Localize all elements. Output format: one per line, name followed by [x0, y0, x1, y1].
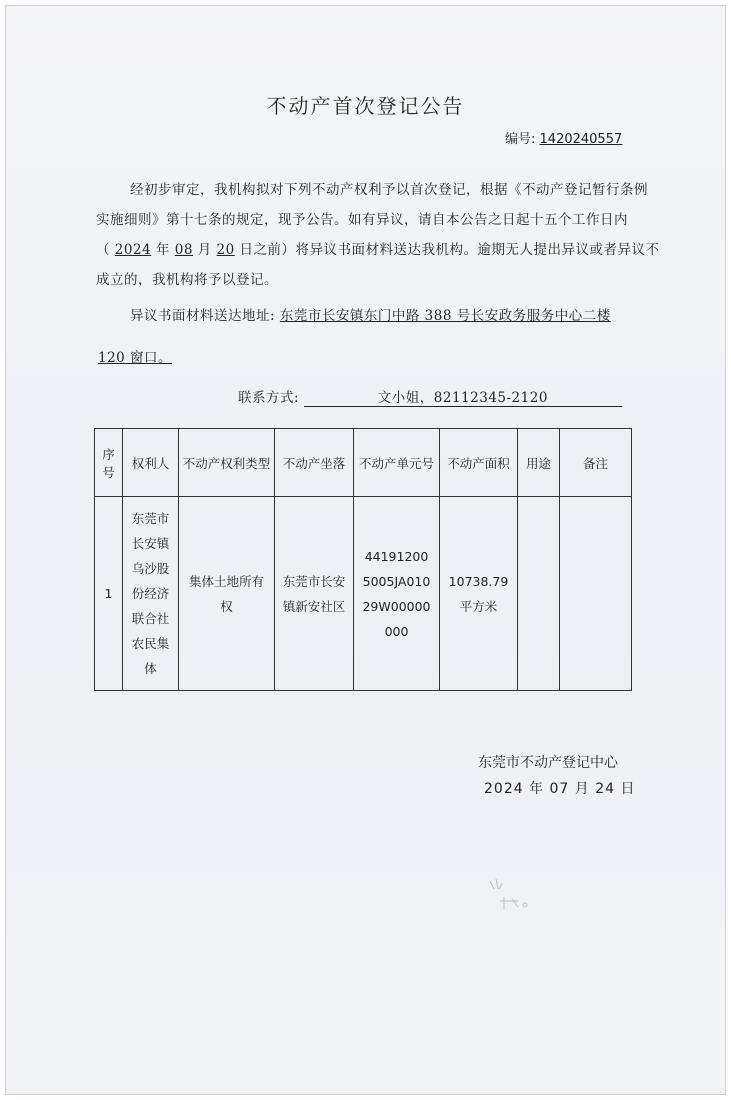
address-row	[130, 304, 611, 324]
issuing-organization: 东莞市不动产登记中心	[478, 755, 618, 771]
serial-number	[505, 128, 622, 147]
serial-value: 1420240557	[539, 132, 623, 147]
deadline-month: 08	[174, 242, 193, 258]
header-usage: 用途	[518, 429, 560, 497]
contact-label: 联系方式:	[238, 390, 300, 406]
contact-value: 文小姐，82112345-2120	[304, 386, 622, 407]
header-right-type: 不动产权利类型	[179, 429, 275, 497]
cell-seq: 1	[95, 497, 123, 691]
page-title: 不动产首次登记公告	[266, 94, 465, 118]
cell-usage	[518, 497, 560, 691]
body-line-1: 经初步审定，我机构拟对下列不动产权利予以首次登记，根据《不动产登记暂行条例	[130, 182, 648, 198]
cell-owner-text: 东莞市长安镇乌沙股份经济联合社农民集体	[131, 511, 170, 676]
table-header-row	[95, 429, 632, 497]
body-line-3-post: 日之前）将异议书面材料送达我机构。逾期无人提出异议或者异议不	[234, 242, 660, 258]
cell-remarks	[560, 497, 632, 691]
cell-area-text: 10738.79平方米	[448, 573, 509, 614]
contact-row	[238, 386, 622, 407]
header-unit-number: 不动产单元号	[354, 429, 440, 497]
cell-right-type-text: 集体土地所有权	[188, 573, 264, 614]
cell-unit-number-text: 441912005005JA01029W00000000	[362, 548, 431, 639]
cell-right-type	[179, 497, 275, 691]
table-row	[95, 497, 632, 691]
header-remarks: 备注	[560, 429, 632, 497]
year-label: 年	[151, 242, 175, 258]
header-seq: 序号	[95, 429, 123, 497]
body-line-3-pre: （	[96, 242, 115, 258]
body-line-4: 成立的，我机构将予以登记。	[96, 272, 278, 288]
header-area: 不动产面积	[440, 429, 518, 497]
address-value-2	[98, 346, 172, 366]
address-value-1: 东莞市长安镇东门中路 388 号长安政务服务中心二楼	[279, 308, 611, 324]
cell-area	[440, 497, 518, 691]
serial-label: 编号:	[505, 132, 536, 147]
cell-location	[275, 497, 354, 691]
header-location: 不动产坐落	[275, 429, 354, 497]
cell-location-text: 东莞市长安镇新安社区	[282, 573, 346, 614]
cell-unit-number	[354, 497, 440, 691]
body-line-3	[96, 238, 660, 258]
registration-table	[94, 428, 632, 691]
faint-stamp-mark	[480, 875, 540, 915]
cell-owner	[123, 497, 179, 691]
address-value-2-text: 120 窗口。	[98, 350, 173, 366]
address-label: 异议书面材料送达地址:	[130, 308, 276, 324]
issue-date: 2024 年 07 月 24 日	[484, 781, 636, 797]
deadline-day: 20	[216, 242, 235, 258]
header-owner: 权利人	[123, 429, 179, 497]
body-line-2: 实施细则》第十七条的规定，现予公告。如有异议，请自本公告之日起十五个工作日内	[96, 212, 628, 228]
deadline-year: 2024	[114, 242, 152, 258]
month-label: 月	[192, 242, 217, 258]
